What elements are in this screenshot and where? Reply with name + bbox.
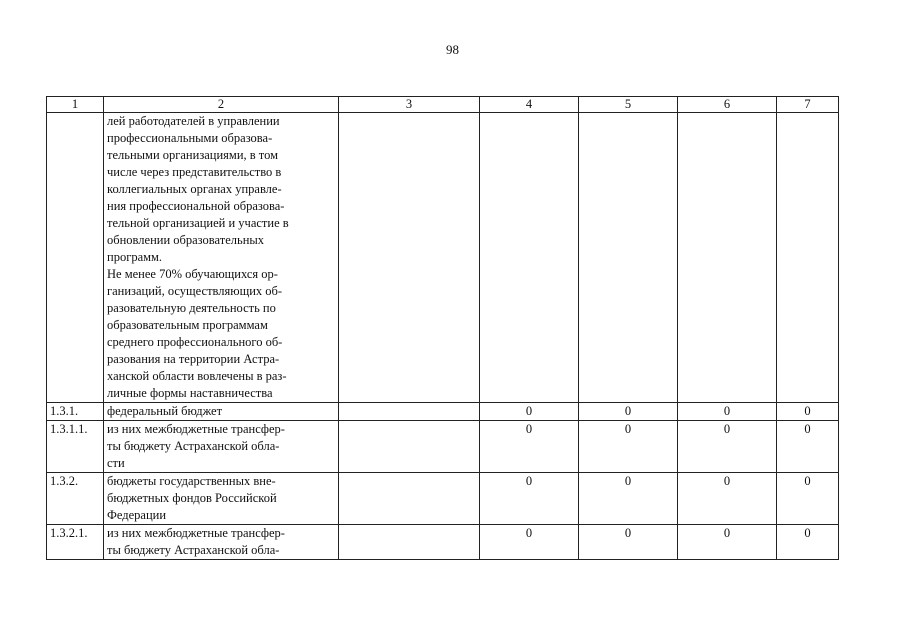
row-col6: 0 <box>678 421 777 473</box>
row-col4: 0 <box>480 473 579 525</box>
row-number: 1.3.1.1. <box>47 421 104 473</box>
budget-table <box>46 96 839 560</box>
table-row <box>47 113 839 403</box>
row-col7: 0 <box>777 403 839 421</box>
row-description: из них межбюджетные трансфер- ты бюджету Астраханской обла- <box>104 525 339 560</box>
row-col5: 0 <box>579 421 678 473</box>
row-col6: 0 <box>678 525 777 560</box>
row-col4: 0 <box>480 525 579 560</box>
row-number: 1.3.1. <box>47 403 104 421</box>
column-header-5: 5 <box>579 97 678 113</box>
row-description: федеральный бюджет <box>104 403 339 421</box>
row-col5 <box>579 113 678 403</box>
row-col3 <box>339 403 480 421</box>
row-col3 <box>339 113 480 403</box>
column-header-7: 7 <box>777 97 839 113</box>
row-col3 <box>339 473 480 525</box>
table-row <box>47 403 839 421</box>
row-col5: 0 <box>579 473 678 525</box>
row-description: из них межбюджетные трансфер- ты бюджету Астраханской обла- сти <box>104 421 339 473</box>
row-col6: 0 <box>678 473 777 525</box>
row-col6: 0 <box>678 403 777 421</box>
column-header-3: 3 <box>339 97 480 113</box>
row-description: лей работодателей в управлении профессиональными образова- тельными организациями, в том числе через представительство в коллегиальных органах управле- ния профессиональной образова- тельной организацией и участие в обновлении образовательных программ. Не менее 70% обучающихся ор- ганизаций, осуществляющих об- разовательную деятельность по образовательным программам среднего профессионального об- разования на территории Астра- ханской области вовлечены в раз- личные формы наставничества <box>104 113 339 403</box>
table-header-row <box>47 97 839 113</box>
row-col5: 0 <box>579 403 678 421</box>
table-row <box>47 525 839 560</box>
table-row <box>47 421 839 473</box>
column-header-6: 6 <box>678 97 777 113</box>
row-col7: 0 <box>777 473 839 525</box>
row-col7 <box>777 113 839 403</box>
row-number: 1.3.2. <box>47 473 104 525</box>
page-number: 98 <box>446 42 459 57</box>
row-col6 <box>678 113 777 403</box>
row-col4: 0 <box>480 403 579 421</box>
table-row <box>47 473 839 525</box>
row-col7: 0 <box>777 421 839 473</box>
row-col4 <box>480 113 579 403</box>
row-number: 1.3.2.1. <box>47 525 104 560</box>
row-description: бюджеты государственных вне- бюджетных фондов Российской Федерации <box>104 473 339 525</box>
column-header-4: 4 <box>480 97 579 113</box>
row-col3 <box>339 525 480 560</box>
row-col4: 0 <box>480 421 579 473</box>
row-col7: 0 <box>777 525 839 560</box>
row-col5: 0 <box>579 525 678 560</box>
column-header-1: 1 <box>47 97 104 113</box>
column-header-2: 2 <box>104 97 339 113</box>
row-number <box>47 113 104 403</box>
row-col3 <box>339 421 480 473</box>
